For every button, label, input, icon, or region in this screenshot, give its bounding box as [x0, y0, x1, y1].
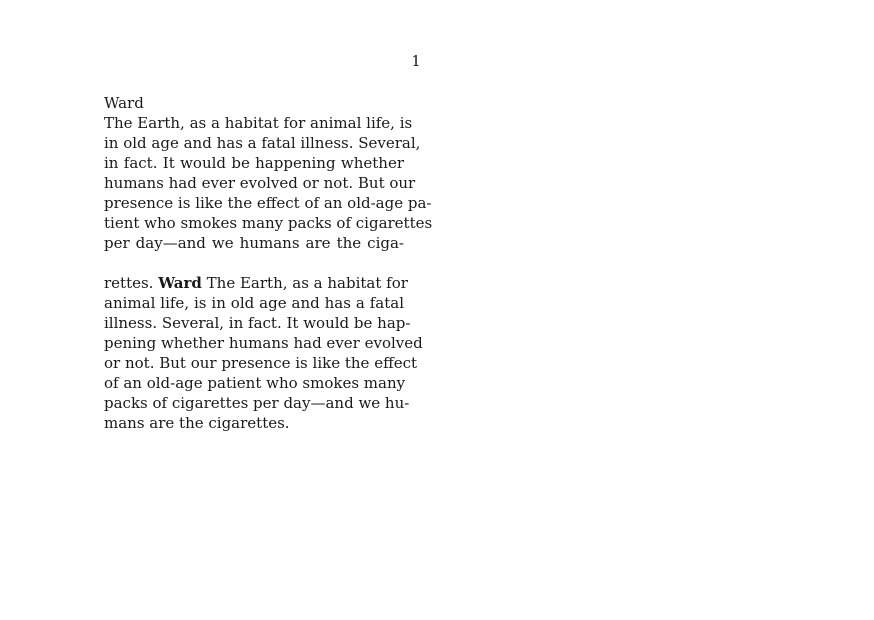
block1-line-2: in old age and has a fatal illness. Several, [104, 134, 421, 152]
block1-line-7: per day—and we humans are the ciga- [104, 234, 404, 252]
block2-line-5: or not. But our presence is like the effect [104, 354, 418, 372]
block2-line-4: pening whether humans had ever evolved [104, 334, 423, 352]
block1-line-6: tient who smokes many packs of cigarettes [104, 214, 433, 232]
block1-heading: Ward [104, 94, 144, 112]
block1-line-4: humans had ever evolved or not. But our [104, 174, 416, 192]
block2-run-in-heading: Ward [158, 274, 202, 292]
block1-line-1: The Earth, as a habitat for animal life, is [104, 114, 413, 132]
page-number: 1 [411, 52, 421, 70]
block2-first-line-prefix: rettes. [104, 274, 154, 292]
block2-line-2: animal life, is in old age and has a fatal [104, 294, 404, 312]
block2-line-3: illness. Several, in fact. It would be hap- [104, 314, 411, 332]
block1-line-5: presence is like the effect of an old-age pa- [104, 194, 432, 212]
block2-line-6: of an old-age patient who smokes many [104, 374, 406, 392]
block2-line-7: packs of cigarettes per day—and we hu- [104, 394, 410, 412]
block2-line-8: mans are the cigarettes. [104, 414, 290, 432]
block2-first-line [104, 273, 408, 293]
block2-first-line-rest: The Earth, as a habitat for [206, 274, 408, 292]
block1-line-3: in fact. It would be happening whether [104, 154, 404, 172]
